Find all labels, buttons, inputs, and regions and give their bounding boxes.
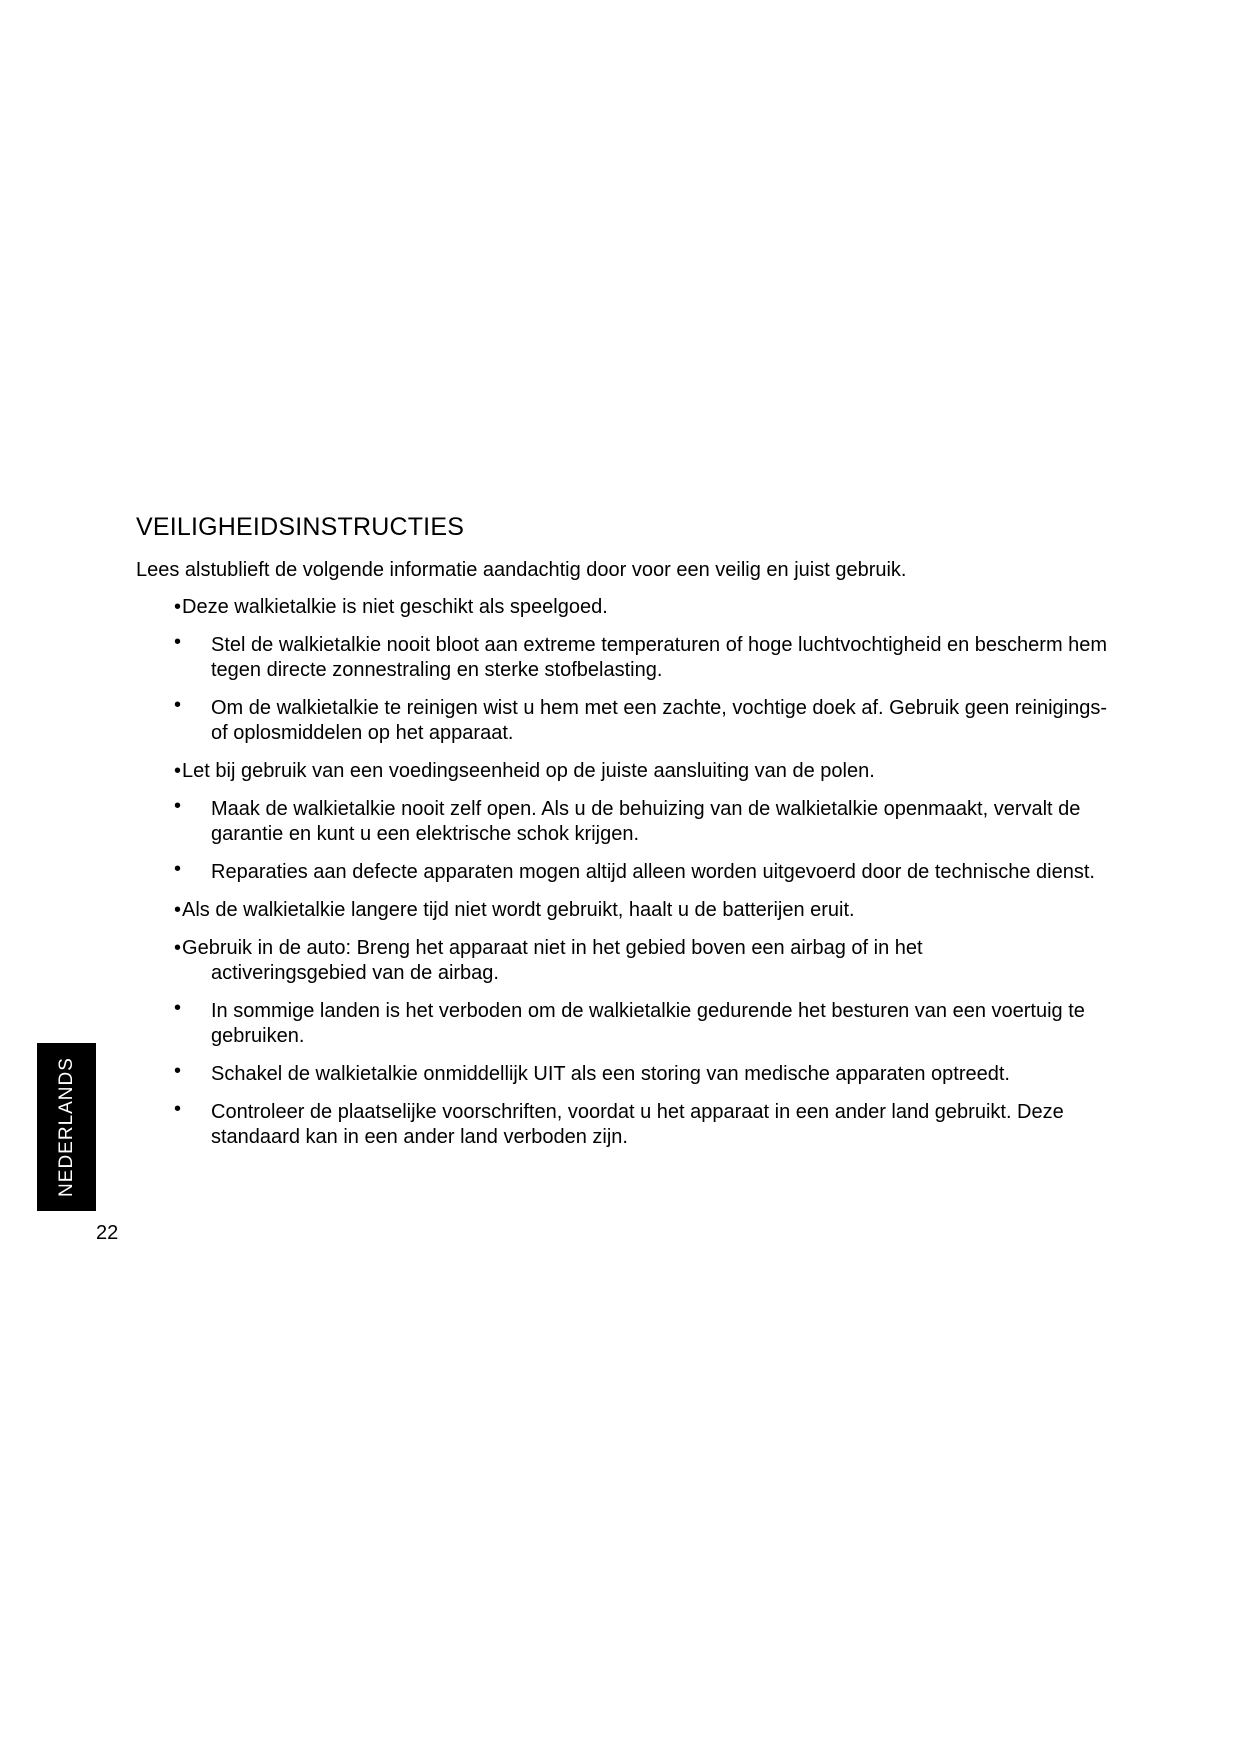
list-item-text-continued: activeringsgebied van de airbag. [211, 962, 499, 984]
list-item [136, 860, 1116, 885]
bullet-icon: • [174, 631, 182, 653]
bullet-icon: • [174, 1060, 182, 1082]
list-item [136, 595, 1116, 620]
list-item [136, 999, 1116, 1049]
bullet-icon: • [174, 694, 182, 716]
list-item-text: Maak de walkietalkie nooit zelf open. Als u de behuizing van de walkietalkie openmaakt, vervalt de garantie en kunt u een elektrische schok krijgen. [211, 798, 1081, 845]
safety-list [136, 595, 1116, 1150]
page-title: VEILIGHEIDSINSTRUCTIES [136, 513, 465, 541]
list-item-text: Om de walkietalkie te reinigen wist u hem met een zachte, vochtige doek af. Gebruik geen reinigings- of oplosmiddelen op het apparaat. [211, 697, 1108, 744]
bullet-icon: • [174, 596, 182, 618]
list-item [136, 898, 1116, 923]
list-item-text: Let bij gebruik van een voedingseenheid op de juiste aansluiting van de polen. [182, 760, 875, 782]
list-item-text: Schakel de walkietalkie onmiddellijk UIT als een storing van medische apparaten optreedt. [211, 1063, 1010, 1085]
page-content [136, 512, 1116, 1163]
list-item-text: Gebruik in de auto: Breng het apparaat niet in het gebied boven een airbag of in het [182, 937, 923, 959]
page-number: 22 [96, 1222, 119, 1244]
list-item-text: Controleer de plaatselijke voorschriften, voordat u het apparaat in een ander land gebruikt. Deze standaard kan in een ander land verboden zijn. [211, 1101, 1064, 1148]
list-item-text: Als de walkietalkie langere tijd niet wordt gebruikt, haalt u de batterijen eruit. [182, 899, 855, 921]
list-item [136, 797, 1116, 847]
list-item [136, 633, 1116, 683]
list-item-text: Reparaties aan defecte apparaten mogen altijd alleen worden uitgevoerd door de technische dienst. [211, 861, 1095, 883]
list-item [136, 936, 1116, 986]
bullet-icon: • [174, 858, 182, 880]
bullet-icon: • [174, 795, 182, 817]
list-item [136, 1062, 1116, 1087]
intro-paragraph: Lees alstublieft de volgende informatie aandachtig door voor een veilig en juist gebruik. [136, 559, 907, 581]
list-item-text: Deze walkietalkie is niet geschikt als speelgoed. [182, 596, 608, 618]
list-item [136, 696, 1116, 746]
list-item [136, 759, 1116, 784]
list-item-text: In sommige landen is het verboden om de walkietalkie gedurende het besturen van een voertuig te gebruiken. [211, 1000, 1085, 1047]
language-side-tab [37, 1043, 96, 1211]
bullet-icon: • [174, 997, 182, 1019]
bullet-icon: • [174, 1098, 182, 1120]
list-item-text: Stel de walkietalkie nooit bloot aan extreme temperaturen of hoge luchtvochtigheid en bescherm hem tegen directe zonnestraling en sterke stofbelasting. [211, 634, 1108, 681]
bullet-icon: • [174, 760, 182, 782]
bullet-icon: • [174, 937, 182, 959]
language-label: NEDERLANDS [55, 1057, 77, 1197]
bullet-icon: • [174, 899, 182, 921]
list-item [136, 1100, 1116, 1150]
